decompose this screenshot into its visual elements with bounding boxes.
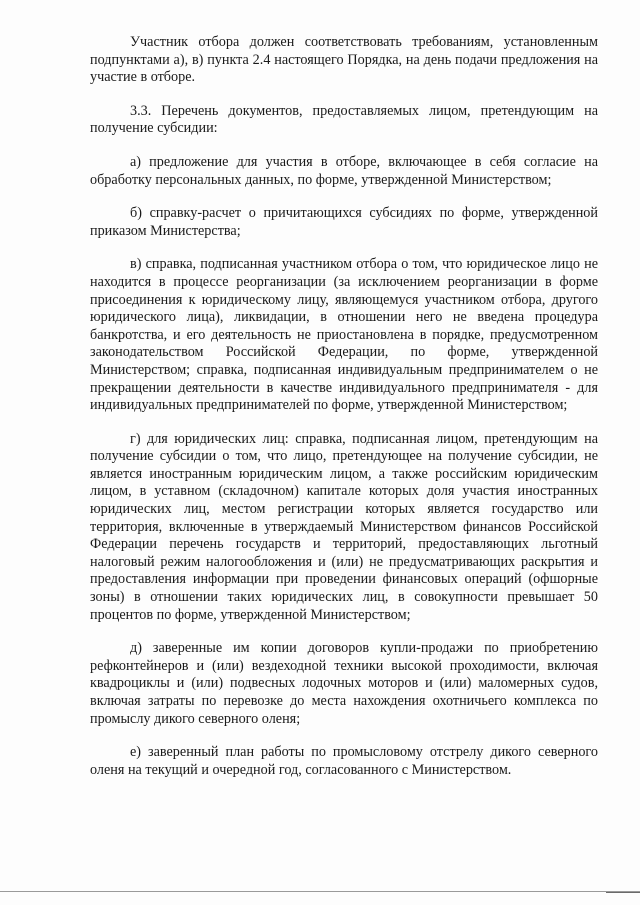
document-body <box>90 34 598 795</box>
list-item-a: а) предложение для участия в отборе, включающее в себя согласие на обработку персональных данных, по форме, утвержденной Министерством; <box>90 153 598 188</box>
paragraph-3-3-heading: 3.3. Перечень документов, предоставляемых лицом, претендующим на получение субсидии: <box>90 102 598 137</box>
list-item-e: е) заверенный план работы по промысловому отстрелу дикого северного оленя на текущий и очередной год, согласованного с Министерством. <box>90 744 598 778</box>
list-item-d: д) заверенные им копии договоров купли-продажи по приобретению рефконтейнеров и (или) вездеходной техники высокой проходимости, включая квадроциклы и (или) подвесных лодочных моторов и (или) маломерных судов, включая затраты по перевозке до места нахождения охотничьего комплекса по промыслу дикого северного оленя; <box>90 640 598 727</box>
list-item-g: г) для юридических лиц: справка, подписанная лицом, претендующим на получение субсидии о том, что лицо, претендующее на получение субсидии, не является иностранным юридическим лицом, а также российским юридическим лицом, в уставном (складочном) капитале которых доля участия иностранных юридических лиц, местом регистрации которых является государство или территория, включенные в утверждаемый Министерством финансов Российской Федерации перечень государств и территорий, предоставляющих льготный налоговый режим налогообложения и (или) не предусматривающих раскрытия и предоставления информации при проведении финансовых операций (офшорные зоны) в отношении таких юридических лиц, в совокупности превышает 50 процентов по форме, утвержденной Министерством; <box>90 430 598 623</box>
paragraph-intro: Участник отбора должен соответствовать требованиям, установленным подпунктами а), в) пункта 2.4 настоящего Порядка, на день подачи предложения на участие в отборе. <box>90 34 598 86</box>
scan-bottom-edge-line <box>0 891 640 892</box>
list-item-v: в) справка, подписанная участником отбора о том, что юридическое лицо не находится в процессе реорганизации (за исключением реорганизации в форме присоединения к юридическому лицу, являющемуся участником отбора, другого юридического лица), ликвидации, в отношении него не введена процедура банкротства, и его деятельность не приостановлена в порядке, предусмотренном законодательством Российской Федерации, по форме, утвержденной Министерством; справка, подписанная индивидуальным предпринимателем о не прекращении деятельности в качестве индивидуального предпринимателя - для индивидуальных предпринимателей по форме, утвержденной Министерством; <box>90 256 598 414</box>
list-item-b: б) справку-расчет о причитающихся субсидиях по форме, утвержденной приказом Министерства; <box>90 205 598 239</box>
scan-edge-mark <box>606 892 640 893</box>
